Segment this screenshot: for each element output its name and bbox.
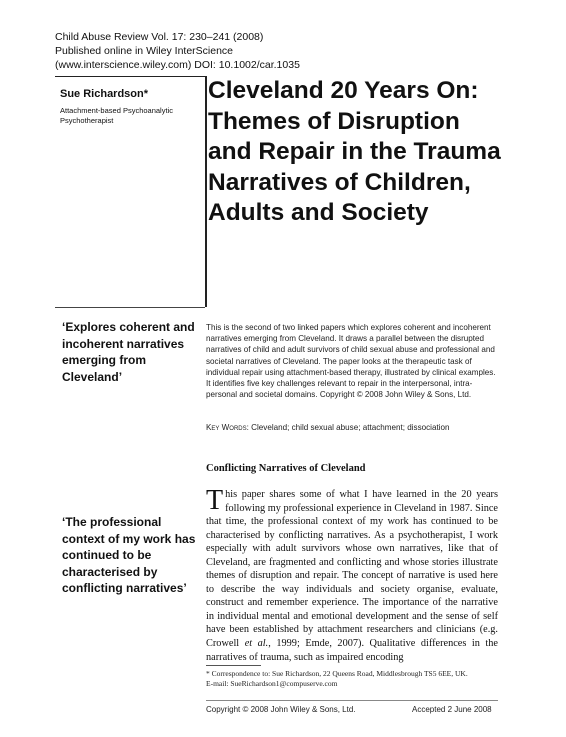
- keywords: [206, 422, 496, 433]
- journal-doi: (www.interscience.wiley.com) DOI: 10.1002/car.1035: [55, 59, 300, 71]
- abstract: This is the second of two linked papers which explores coherent and incoherent narratives emerging from Cleveland. It draws a parallel between the disrupted narratives of child and adult survivors of child sexual abuse and professional and societal narratives of Cleveland. The paper looks at the therapeutic task of individual repair using attachment-based therapy, illustrated by clinical examples. It identifies five key challenges relevant to repair in the interpersonal, intra-personal and societal domains. Copyright © 2008 John Wiley & Sons, Ltd.: [206, 323, 496, 400]
- article-title: Cleveland 20 Years On: Themes of Disruption and Repair in the Trauma Narratives of Children, Adults and Society: [208, 77, 501, 226]
- keywords-text: Cleveland; child sexual abuse; attachment; dissociation: [251, 423, 450, 432]
- correspondence-footnote: [206, 669, 498, 689]
- footer-accepted-date: Accepted 2 June 2008: [412, 705, 492, 714]
- journal-info: [55, 30, 300, 72]
- journal-publisher: Published online in Wiley InterScience: [55, 45, 234, 57]
- author-name: Sue Richardson*: [60, 88, 149, 100]
- body-text-part2: , 1999; Emde, 2007). Qualitative differences in the narratives of trauma, such as impaired encoding: [206, 638, 499, 663]
- keywords-label: Key Words:: [206, 423, 249, 432]
- footnote-email: E-mail: SueRichardson1@compuserve.com: [206, 679, 338, 688]
- pull-quote-2: ‘The professional context of my work has continued to be characterised by conflicting narratives’: [62, 515, 196, 595]
- footnote-rule: [206, 665, 261, 666]
- body-text: [206, 485, 499, 664]
- middle-rule: [55, 307, 205, 308]
- body-text-italic: et al.: [244, 638, 269, 650]
- body-text-part1: his paper shares some of what I have learned in the 20 years following my professional experience in Cleveland in 1987. Since that time, the professional context of my work has continued to be characterised by conflicting narratives. As a psychotherapist, I work especially with adult survivors whose own narratives, like that of Cleveland, are fragmented and conflicting and whose stories illustrate themes of disruption and repair. The concept of narrative is used here to describe the way individuals and society organise, evaluate, construct and remember experience. The importance of the narrative in individual mental and emotional development and the sense of self have been established by attachment researchers and clinicians (e.g. Crowell: [206, 489, 498, 650]
- footnote-address: * Correspondence to: Sue Richardson, 22 Queens Road, Middlesbrough TS5 6EE, UK.: [206, 669, 468, 678]
- vertical-rule: [205, 76, 207, 307]
- footer-rule: [206, 700, 498, 701]
- author-affiliation: Attachment-based Psychoanalytic Psychotherapist: [60, 106, 173, 125]
- drop-cap: T: [206, 485, 224, 516]
- pull-quote-1: ‘Explores coherent and incoherent narratives emerging from Cleveland’: [62, 320, 195, 384]
- section-heading: Conflicting Narratives of Cleveland: [206, 463, 366, 474]
- top-rule: [55, 76, 205, 77]
- journal-citation: Child Abuse Review Vol. 17: 230–241 (2008): [55, 31, 264, 43]
- footer-copyright: Copyright © 2008 John Wiley & Sons, Ltd.: [206, 705, 356, 714]
